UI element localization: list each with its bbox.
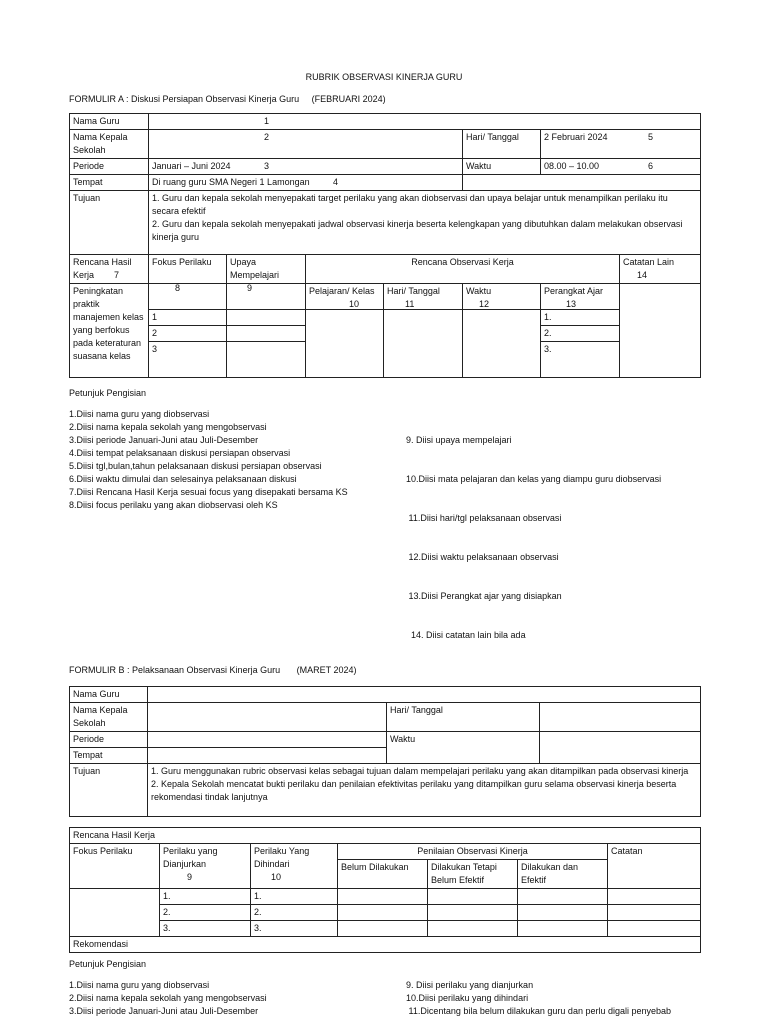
- header-rencana-observasi: Rencana Observasi Kerja: [306, 255, 620, 284]
- hari-tgl-label: Hari/ Tanggal: [387, 286, 440, 296]
- upaya-row-1[interactable]: [227, 310, 306, 326]
- b2-dihindari-2[interactable]: 2.: [251, 905, 338, 921]
- upaya-row-3[interactable]: [227, 342, 306, 378]
- petunjuk-b-item-10: 10.Diisi perilaku yang dihindari: [406, 993, 529, 1003]
- marker-6: 6: [648, 161, 654, 171]
- b-value-nama-guru[interactable]: [148, 687, 701, 703]
- fokus-row-1[interactable]: 1: [149, 310, 227, 326]
- marker-8: 8: [175, 283, 181, 293]
- marker-4: 4: [333, 177, 339, 187]
- cell-upaya-num: [227, 284, 306, 310]
- form-a-heading: [69, 93, 386, 105]
- header-pelajaran: [306, 284, 384, 310]
- marker-11: 11: [405, 299, 415, 309]
- petunjuk-a-title: Petunjuk Pengisian: [69, 388, 147, 398]
- cell-waktu[interactable]: [463, 310, 541, 378]
- b2-marker-9: 9: [187, 872, 193, 882]
- label-periode: Periode: [70, 159, 149, 175]
- rencana-hasil-label: Rencana Hasil Kerja: [73, 257, 132, 280]
- b2-header-catatan: Catatan: [608, 844, 701, 889]
- b2-belum-2[interactable]: [338, 905, 428, 921]
- b2-rencana-hasil: Rencana Hasil Kerja: [70, 828, 701, 844]
- b2-efektif-1[interactable]: [518, 889, 608, 905]
- cell-catatan-lain[interactable]: [620, 284, 701, 378]
- marker-3: 3: [264, 161, 270, 171]
- b2-catatan-3[interactable]: [608, 921, 701, 937]
- fokus-row-3[interactable]: 3: [149, 342, 227, 378]
- label-hari-tanggal: Hari/ Tanggal: [463, 130, 541, 159]
- waktu-text: 08.00 – 10.00: [544, 161, 600, 171]
- upaya-row-2[interactable]: [227, 326, 306, 342]
- tanggal-text: 2 Februari 2024: [544, 132, 608, 142]
- b-label-nama-guru: Nama Guru: [70, 687, 148, 703]
- b-value-periode[interactable]: [148, 732, 387, 748]
- value-tanggal[interactable]: [541, 130, 701, 159]
- marker-13: 13: [566, 299, 577, 309]
- form-b-table: [69, 686, 701, 817]
- b2-marker-10: 10: [271, 872, 282, 882]
- b-tujuan-1: 1. Guru menggunakan rubric observasi kelas sebagai tujuan dalam mempelajari perilaku yang akan ditampilkan pada observasi kinerja: [151, 766, 689, 776]
- b2-catatan-2[interactable]: [608, 905, 701, 921]
- marker-1: 1: [264, 116, 270, 126]
- b2-dianjurkan-1[interactable]: 1.: [160, 889, 251, 905]
- page-title: RUBRIK OBSERVASI KINERJA GURU: [305, 72, 463, 82]
- b-value-waktu[interactable]: [540, 732, 701, 764]
- petunjuk-a-item-14: 14. Diisi catatan lain bila ada: [406, 630, 526, 640]
- petunjuk-b-left: [69, 979, 267, 1018]
- perangkat-label: Perangkat Ajar: [544, 286, 604, 296]
- b2-header-efektif: Dilakukan dan Efektif: [518, 860, 608, 889]
- b2-header-belum: Belum Dilakukan: [338, 860, 428, 889]
- header-upaya: Upaya Mempelajari: [227, 255, 306, 284]
- fokus-row-2[interactable]: 2: [149, 326, 227, 342]
- b2-efektif-3[interactable]: [518, 921, 608, 937]
- b2-header-penilaian: Penilaian Observasi Kinerja: [338, 844, 608, 860]
- form-b-title: FORMULIR B : Pelaksanaan Observasi Kinerja Guru: [69, 665, 281, 675]
- label-nama-kepala: Nama Kepala Sekolah: [70, 130, 149, 159]
- b2-tetapi-2[interactable]: [428, 905, 518, 921]
- b2-header-fokus: Fokus Perilaku: [70, 844, 160, 889]
- label-tempat: Tempat: [70, 175, 149, 191]
- tujuan-2: 2. Guru dan kepala sekolah menyepakati jadwal observasi kinerja beserta kelengkapan yang dibutuhkan dalam melakukan observasi kinerja guru: [152, 219, 683, 242]
- marker-2: 2: [264, 132, 270, 142]
- value-nama-kepala[interactable]: [149, 130, 463, 159]
- petunjuk-a-item-7: 7.Diisi Rencana Hasil Kerja sesuai focus yang disepakati bersama KS: [69, 487, 348, 497]
- petunjuk-a-item-3: 3.Diisi periode Januari-Juni atau Juli-Desember: [69, 435, 259, 445]
- form-b-period: (MARET 2024): [296, 665, 357, 675]
- b2-tetapi-3[interactable]: [428, 921, 518, 937]
- label-tujuan: Tujuan: [70, 191, 149, 255]
- b2-cell-fokus[interactable]: [70, 889, 160, 937]
- cell-hari-tgl[interactable]: [384, 310, 463, 378]
- b2-rekomendasi[interactable]: Rekomendasi: [70, 937, 701, 953]
- b2-dianjurkan-3[interactable]: 3.: [160, 921, 251, 937]
- marker-14: 14: [637, 270, 648, 280]
- form-b-heading: [69, 664, 356, 676]
- cell-pelajaran[interactable]: [306, 310, 384, 378]
- b2-dihindari-3[interactable]: 3.: [251, 921, 338, 937]
- waktu-col-label: Waktu: [466, 286, 492, 296]
- b-label-hari-tanggal: Hari/ Tanggal: [387, 703, 540, 732]
- label-waktu: Waktu: [463, 159, 541, 175]
- perangkat-row-3[interactable]: 3.: [541, 342, 620, 378]
- tempat-empty: [463, 175, 701, 191]
- header-hari-tgl: [384, 284, 463, 310]
- b2-belum-1[interactable]: [338, 889, 428, 905]
- form-a-title: FORMULIR A : Diskusi Persiapan Observasi Kinerja Guru: [69, 94, 300, 104]
- pelajaran-label: Pelajaran/ Kelas: [309, 286, 375, 296]
- b2-header-tetapi: Dilakukan Tetapi Belum Efektif: [428, 860, 518, 889]
- b-value-hari-tanggal[interactable]: [540, 703, 701, 732]
- marker-9: 9: [247, 283, 253, 293]
- header-fokus: Fokus Perilaku: [149, 255, 227, 284]
- catatan-lain-label: Catatan Lain: [623, 257, 675, 267]
- tempat-text: Di ruang guru SMA Negeri 1 Lamongan: [152, 177, 310, 187]
- petunjuk-a-item-9: 9. Diisi upaya mempelajari: [406, 435, 512, 445]
- petunjuk-a-right: [406, 408, 661, 655]
- header-rencana-hasil: [70, 255, 149, 284]
- petunjuk-b-item-9: 9. Diisi perilaku yang dianjurkan: [406, 980, 534, 990]
- cell-peningkatan: Peningkatan praktik manajemen kelas yang berfokus pada keteraturan suasana kelas: [70, 284, 149, 378]
- marker-7: 7: [114, 270, 120, 280]
- b2-header-dihindari: [251, 844, 338, 889]
- petunjuk-b-item-2: 2.Diisi nama kepala sekolah yang mengobservasi: [69, 993, 267, 1003]
- b-label-tujuan: Tujuan: [70, 764, 148, 817]
- petunjuk-b-right: [406, 979, 671, 1018]
- b2-tetapi-1[interactable]: [428, 889, 518, 905]
- petunjuk-a-item-10: 10.Diisi mata pelajaran dan kelas yang diampu guru diobservasi: [406, 474, 662, 484]
- petunjuk-b-item-11: 11.Dicentang bila belum dilakukan guru dan perlu digali penyebab: [406, 1006, 672, 1016]
- value-nama-guru[interactable]: [149, 114, 701, 130]
- b-label-nama-kepala: Nama Kepala Sekolah: [70, 703, 148, 732]
- b-value-tujuan: [148, 764, 701, 817]
- petunjuk-a-item-13: 13.Diisi Perangkat ajar yang disiapkan: [406, 591, 562, 601]
- value-waktu[interactable]: [541, 159, 701, 175]
- petunjuk-a-item-2: 2.Diisi nama kepala sekolah yang mengobservasi: [69, 422, 267, 432]
- label-nama-guru: Nama Guru: [70, 114, 149, 130]
- b-value-nama-kepala[interactable]: [148, 703, 387, 732]
- perangkat-row-2[interactable]: 2.: [541, 326, 620, 342]
- petunjuk-a-item-6: 6.Diisi waktu dimulai dan selesainya pelaksanaan diskusi: [69, 474, 297, 484]
- periode-text: Januari – Juni 2024: [152, 161, 231, 171]
- b-tujuan-2: 2. Kepala Sekolah mencatat bukti perilaku dan penilaian efektivitas perilaku yang ditampilkan guru selama observasi kinerja beserta rekomendasi tindak lanjutnya: [151, 779, 677, 802]
- petunjuk-a-item-5: 5.Diisi tgl,bulan,tahun pelaksanaan diskusi persiapan observasi: [69, 461, 322, 471]
- b2-belum-3[interactable]: [338, 921, 428, 937]
- form-b-rencana-table: [69, 827, 701, 953]
- perangkat-row-1[interactable]: 1.: [541, 310, 620, 326]
- tujuan-1: 1. Guru dan kepala sekolah menyepakati target perilaku yang akan diobservasi dan upaya belajar untuk menampilkan perilaku itu secara efektif: [152, 193, 668, 216]
- b2-dihindari-label: Perilaku Yang Dihindari: [254, 846, 310, 869]
- b2-catatan-1[interactable]: [608, 889, 701, 905]
- marker-5: 5: [648, 132, 654, 142]
- marker-10: 10: [349, 299, 360, 309]
- value-tempat[interactable]: [149, 175, 463, 191]
- petunjuk-b-title: Petunjuk Pengisian: [69, 959, 147, 969]
- form-a-table: [69, 113, 701, 378]
- petunjuk-a-left: [69, 408, 348, 512]
- header-waktu: [463, 284, 541, 310]
- petunjuk-a-item-11: 11.Diisi hari/tgl pelaksanaan observasi: [406, 513, 562, 523]
- header-perangkat: [541, 284, 620, 310]
- b-value-tempat[interactable]: [148, 748, 387, 764]
- cell-fokus-num: [149, 284, 227, 310]
- b2-header-dianjurkan: [160, 844, 251, 889]
- petunjuk-a-item-1: 1.Diisi nama guru yang diobservasi: [69, 409, 210, 419]
- marker-12: 12: [479, 299, 490, 309]
- b-label-waktu: Waktu: [387, 732, 540, 764]
- header-catatan-lain: [620, 255, 701, 284]
- form-a-period: (FEBRUARI 2024): [311, 94, 386, 104]
- petunjuk-a-item-8: 8.Diisi focus perilaku yang akan diobservasi oleh KS: [69, 500, 278, 510]
- b-label-periode: Periode: [70, 732, 148, 748]
- value-periode[interactable]: [149, 159, 463, 175]
- b-label-tempat: Tempat: [70, 748, 148, 764]
- petunjuk-a-item-12: 12.Diisi waktu pelaksanaan observasi: [406, 552, 559, 562]
- value-tujuan: [149, 191, 701, 255]
- petunjuk-a-item-4: 4.Diisi tempat pelaksanaan diskusi persiapan observasi: [69, 448, 291, 458]
- petunjuk-b-item-3: 3.Diisi periode Januari-Juni atau Juli-Desember: [69, 1006, 259, 1016]
- b2-dianjurkan-label: Perilaku yang Dianjurkan: [163, 846, 218, 869]
- b2-efektif-2[interactable]: [518, 905, 608, 921]
- b2-dianjurkan-2[interactable]: 2.: [160, 905, 251, 921]
- petunjuk-b-item-1: 1.Diisi nama guru yang diobservasi: [69, 980, 210, 990]
- b2-dihindari-1[interactable]: 1.: [251, 889, 338, 905]
